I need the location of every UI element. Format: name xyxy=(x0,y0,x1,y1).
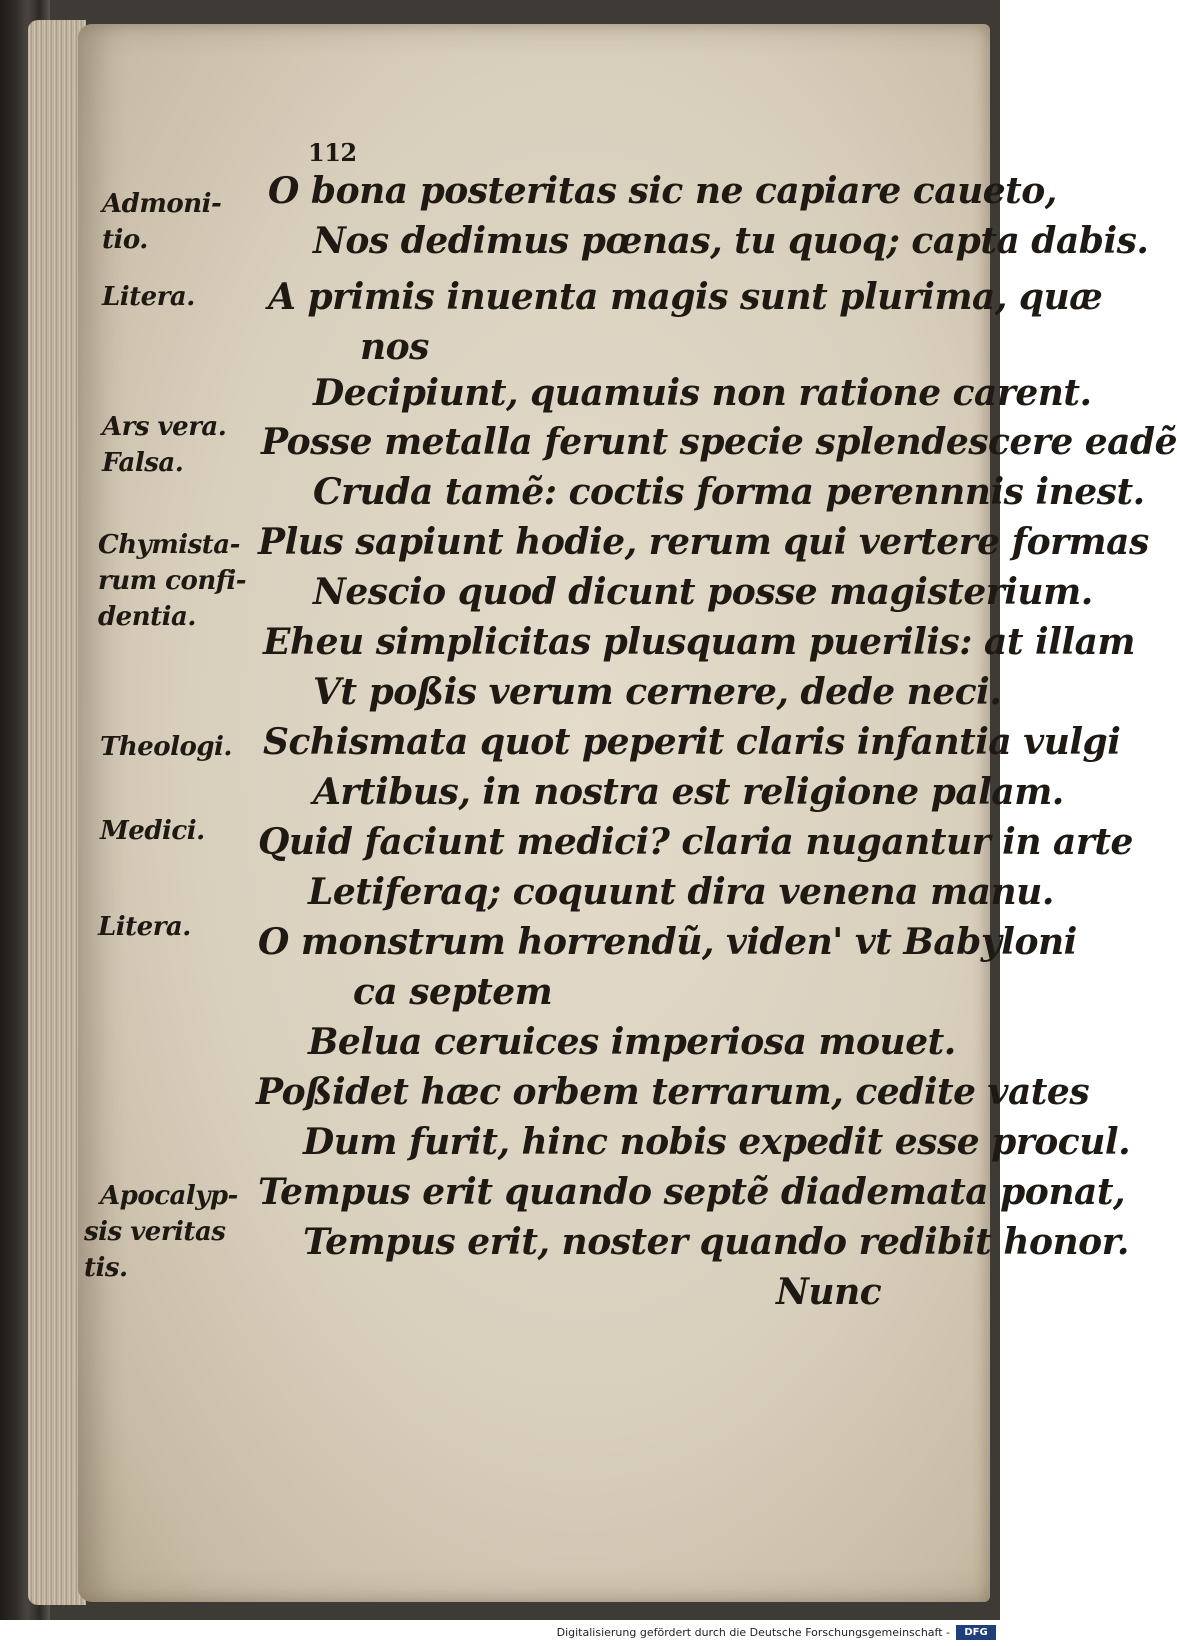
margin-note: rum confi- xyxy=(98,566,247,596)
verse-line: Tempus erit quando septẽ diademata ponat, xyxy=(258,1171,1125,1213)
margin-note: Litera. xyxy=(102,282,195,312)
margin-note: sis veritas xyxy=(84,1217,226,1247)
verse-line: A primis inuenta magis sunt plurima, quæ xyxy=(268,276,1103,318)
verse-line: Poßidet hæc orbem terrarum, cedite vates xyxy=(256,1071,1090,1113)
verse-line: Vt poßis verum cernere, dede neci. xyxy=(313,671,1002,713)
verse-line: Decipiunt, quamuis non ratione carent. xyxy=(313,372,1092,414)
verse-line: Posse metalla ferunt specie splendescere eadẽ xyxy=(261,421,1177,463)
verse-line: Artibus, in nostra est religione palam. xyxy=(313,771,1064,813)
margin-note: tis. xyxy=(84,1253,128,1283)
verse-line: Belua ceruices imperiosa mouet. xyxy=(308,1021,956,1063)
margin-note: Falsa. xyxy=(102,448,184,478)
verse-line: O bona posteritas sic ne capiare caueto, xyxy=(268,170,1057,212)
verse-line: Plus sapiunt hodie, rerum qui vertere formas xyxy=(258,521,1149,563)
margin-note: tio. xyxy=(102,225,148,255)
verse-line: Eheu simplicitas plusquam puerilis: at illam xyxy=(263,621,1135,663)
verse-line: O monstrum horrendũ, viden' vt Babyloni xyxy=(258,921,1077,963)
verse-line: Schismata quot peperit claris infantia vulgi xyxy=(263,721,1121,763)
verse-line: Dum furit, hinc nobis expedit esse procul. xyxy=(303,1121,1131,1163)
dfg-logo: DFG xyxy=(956,1625,996,1640)
verse-line: Nos dedimus pœnas, tu quoq; capta dabis. xyxy=(313,220,1149,262)
margin-note: Admoni- xyxy=(102,189,222,219)
verse-line: Letiferaq; coquunt dira venena manu. xyxy=(308,871,1054,913)
page-number: 112 xyxy=(308,138,357,167)
funding-credit: Digitalisierung gefördert durch die Deutsche Forschungsgemeinschaft - xyxy=(556,1626,950,1639)
margin-note: dentia. xyxy=(98,602,196,632)
margin-note: Chymista- xyxy=(98,530,240,560)
verse-line: ca septem xyxy=(353,971,553,1013)
book-page xyxy=(78,24,1177,1602)
verse-line: Cruda tamẽ: coctis forma perennnis inest. xyxy=(313,471,1145,513)
margin-note: Theologi. xyxy=(100,732,232,762)
footer-bar xyxy=(0,1620,1000,1646)
margin-note: Medici. xyxy=(100,816,205,846)
verse-line: Quid faciunt medici? claria nugantur in arte xyxy=(258,821,1133,863)
margin-note: Ars vera. xyxy=(102,412,227,442)
verse-line: nos xyxy=(360,326,429,368)
verse-line: Tempus erit, noster quando redibit honor. xyxy=(303,1221,1129,1263)
verse-line: Nescio quod dicunt posse magisterium. xyxy=(313,571,1093,613)
catchword: Nunc xyxy=(776,1271,882,1313)
margin-note: Litera. xyxy=(98,912,191,942)
margin-note: Apocalyp- xyxy=(100,1181,238,1211)
